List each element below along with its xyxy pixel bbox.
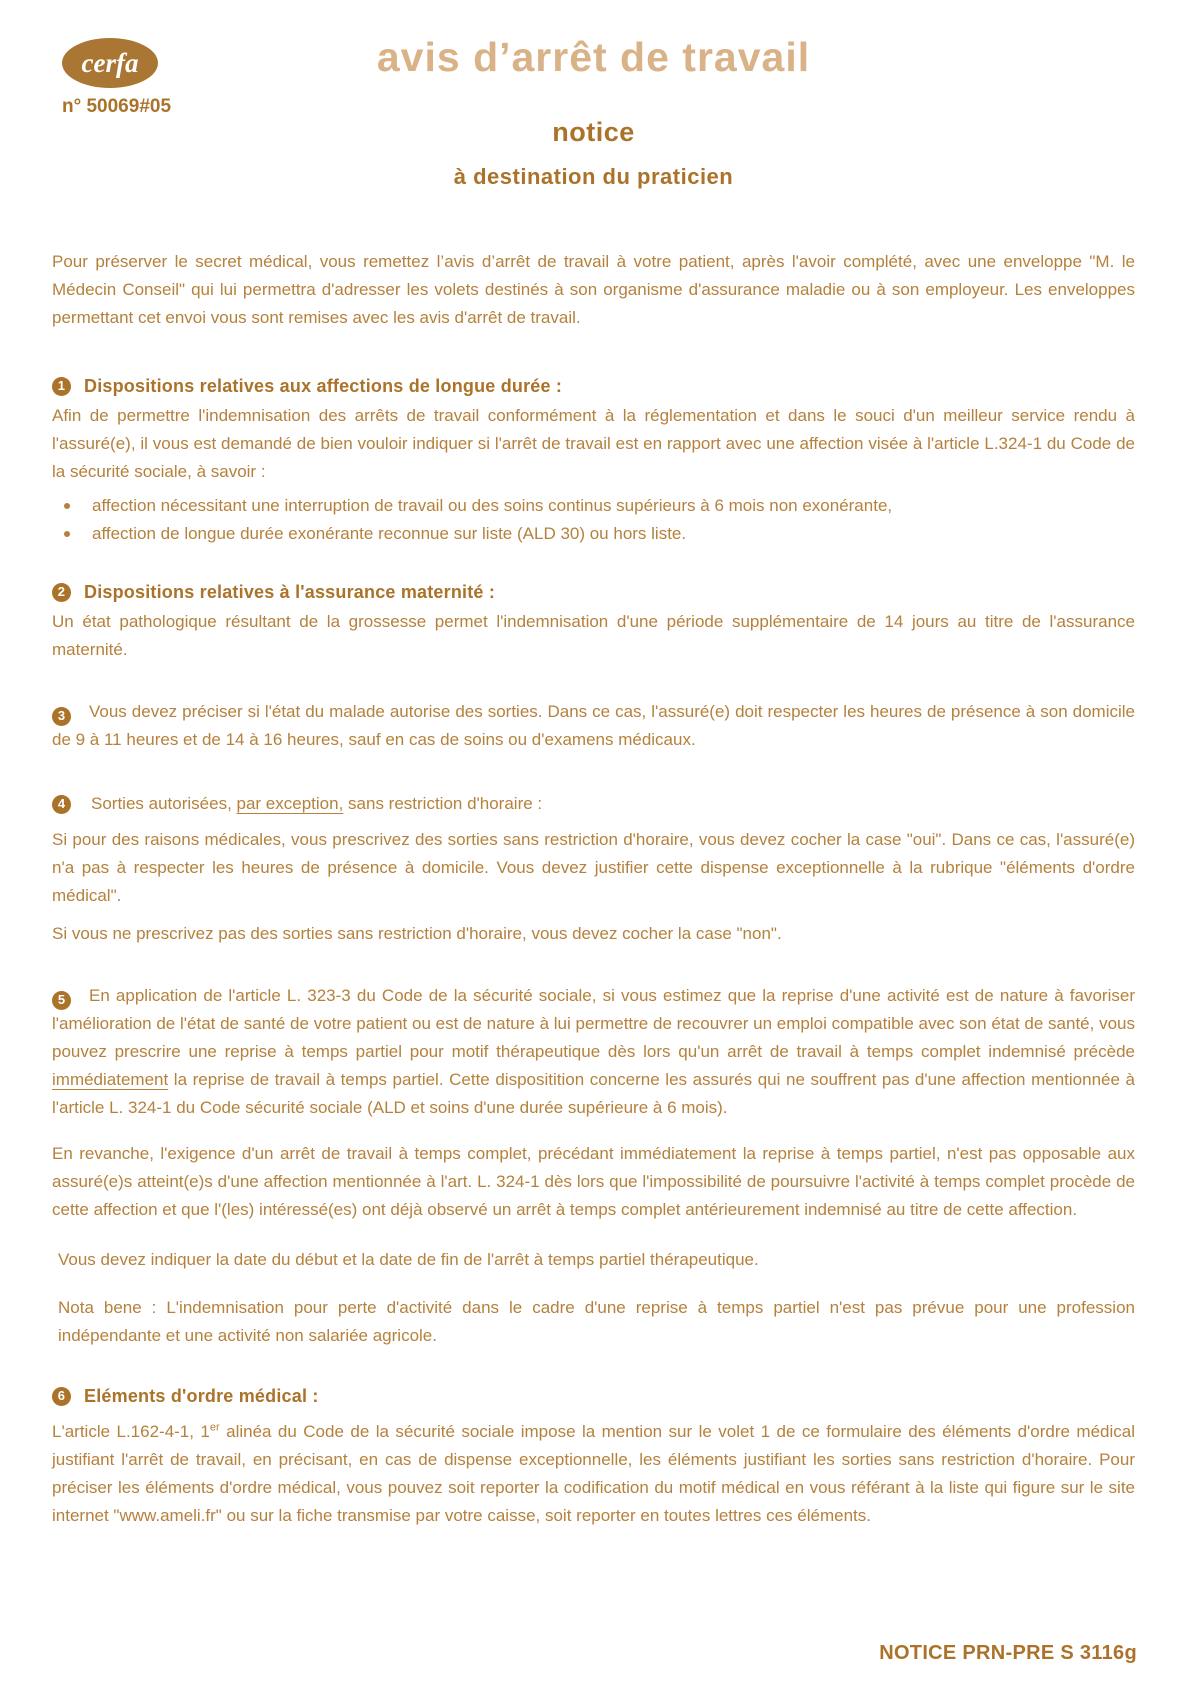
section-6-number: 6: [57, 1388, 66, 1403]
document-body: [0, 248, 1187, 1530]
bullet-dot: [64, 503, 70, 509]
list-item: [52, 492, 1135, 520]
section-4-number: 4: [57, 796, 66, 811]
section-3-body-text: Vous devez préciser si l'état du malade autorise des sorties. Dans ce cas, l'assuré(e) doit respecter les heures de présence à son domicile de 9 à 11 heures et de 14 à 16 heures, sauf en cas de soins ou d'examens médicaux.: [52, 702, 1135, 749]
section-4-heading-underlined: par exception,: [236, 794, 344, 813]
section-4-heading-text: [91, 790, 542, 818]
section-2-heading: [52, 578, 1135, 606]
section-5-nota-bene: Nota bene : L'indemnisation pour perte d'activité dans le cadre d'une reprise à temps partiel n'est pas prévue pour une profession indépendante et une activité non salariée agricole.: [58, 1298, 1135, 1345]
section-4-heading: [52, 790, 1135, 818]
section-5-paragraph-3: Vous devez indiquer la date du début et la date de fin de l'arrêt à temps partiel thérapeutique.: [58, 1250, 759, 1269]
section-4-heading-pre: Sorties autorisées,: [91, 794, 237, 813]
section-6-body-pre: L'article L.162-4-1, 1: [52, 1422, 210, 1441]
section-5-paragraph-1-underlined: immédiatement: [52, 1070, 169, 1089]
section-1-bullet-list: [52, 492, 1135, 548]
bullet-dot: [64, 531, 70, 537]
cerfa-logo: [62, 38, 158, 88]
section-4-paragraph-1: Si pour des raisons médicales, vous prescrivez des sorties sans restriction d'horaire, vous devez cocher la case "oui". Dans ce cas, l'assuré(e) n'a pas à respecter les heures de présence à domicile. Vous devez justifier cette dispense exceptionnelle à la rubrique "éléments d'ordre médical".: [52, 830, 1135, 905]
section-3-paragraph: [52, 698, 1135, 754]
section-2-body: Un état pathologique résultant de la grossesse permet l'indemnisation d'une période supplémentaire de 14 jours au titre de l'assurance maternité.: [52, 612, 1135, 659]
section-5-number-badge: [52, 991, 71, 1010]
audience-heading: à destination du praticien: [453, 164, 734, 189]
section-5-paragraph-2: En revanche, l'exigence d'un arrêt de travail à temps complet, précédant immédiatement la reprise à temps partiel, n'est pas opposable aux assuré(e)s atteint(e)s d'une affection mentionnée à l'art. L. 324-1 dès lors que l'impossibilité de poursuivre l'activité à temps complet procède de cette affection et que l'(les) intéressé(es) ont déjà observé un arrêt à temps complet antérieurement indemnisé au titre de cette affection.: [52, 1144, 1135, 1219]
section-3-number: 3: [57, 708, 66, 723]
section-5-paragraph-1: [52, 982, 1135, 1122]
bullet-text: affection nécessitant une interruption de travail ou des soins continus supérieurs à 6 mois non exonérante,: [92, 496, 893, 515]
section-6-number-badge: [52, 1387, 71, 1406]
section-2-number-badge: [52, 583, 71, 602]
section-4-paragraph-2: Si vous ne prescrivez pas des sorties sans restriction d'horaire, vous devez cocher la case "non".: [52, 924, 782, 943]
section-6-body-post: alinéa du Code de la sécurité sociale impose la mention sur le volet 1 de ce formulaire des éléments d'ordre médical justifiant l'arrêt de travail, en précisant, en cas de dispense exceptionnelle, les éléments justifiant les sorties sans restriction d'horaire. Pour préciser les éléments d'ordre médical, vous pouvez soit reporter la codification du motif médical en vous référant à la liste qui figure sur le site internet "www.ameli.fr" ou sur la fiche transmise par votre caisse, soit reporter en toutes lettres ces éléments.: [52, 1422, 1135, 1525]
document-header: [0, 0, 1187, 192]
section-1-body: Afin de permettre l'indemnisation des arrêts de travail conformément à la réglementation et dans le souci d'un meilleur service rendu à l'assuré(e), il vous est demandé de bien vouloir indiquer si l'arrêt de travail est en rapport avec une affection visée à l'article L.324-1 du Code de la sécurité sociale, à savoir :: [52, 406, 1135, 481]
section-2-heading-text: Dispositions relatives à l'assurance maternité :: [84, 582, 496, 602]
form-number: n° 50069#05: [62, 96, 172, 117]
cerfa-block: [62, 38, 171, 118]
intro-paragraph: Pour préserver le secret médical, vous remettez l’avis d’arrêt de travail à votre patient, après l'avoir complété, avec une enveloppe "M. le Médecin Conseil" qui lui permettra d'adresser les volets destinés à son organisme d'assurance maladie ou à son employeur. Les enveloppes permettant cet envoi vous sont remises avec les avis d'arrêt de travail.: [52, 252, 1135, 327]
section-1-number: 1: [57, 378, 66, 393]
cerfa-logo-text: cerfa: [81, 47, 139, 78]
section-3-number-badge: [52, 707, 71, 726]
section-2-number: 2: [57, 584, 66, 599]
section-6-body: [52, 1418, 1135, 1530]
section-5-number: 5: [57, 992, 66, 1007]
list-item: [52, 520, 1135, 548]
section-1-heading: [52, 372, 1135, 400]
section-6-heading: [52, 1382, 1135, 1410]
section-5-paragraph-1-pre: En application de l'article L. 323-3 du Code de la sécurité sociale, si vous estimez que la reprise d'une activité est de nature à favoriser l'amélioration de l'état de santé de votre patient ou est de nature à lui permettre de recouvrer un emploi compatible avec son état de santé, vous pouvez prescrire une reprise à temps partiel pour motif thérapeutique dès lors qu'un arrêt de travail à temps complet indemnisé précède: [52, 986, 1135, 1061]
footer-reference: NOTICE PRN-PRE S 3116g: [879, 1642, 1137, 1664]
document-title: avis d’arrêt de travail: [376, 34, 811, 80]
section-6-heading-text: Eléments d'ordre médical :: [84, 1386, 319, 1406]
section-5-paragraph-1-post: la reprise de travail à temps partiel. Cette dispositition concerne les assurés qui ne souffrent pas d'une affection mentionnée à l'article L. 324-1 du Code sécurité sociale (ALD et soins d'une durée supérieure à 6 mois).: [52, 1070, 1135, 1117]
bullet-text: affection de longue durée exonérante reconnue sur liste (ALD 30) ou hors liste.: [92, 524, 687, 543]
section-1-number-badge: [52, 377, 71, 396]
section-4-heading-post: sans restriction d'horaire :: [343, 794, 543, 813]
section-4-number-badge: [52, 795, 71, 814]
section-6-body-superscript: er: [209, 1421, 220, 1434]
notice-heading: notice: [552, 117, 635, 147]
section-1-heading-text: Dispositions relatives aux affections de longue durée :: [84, 376, 563, 396]
